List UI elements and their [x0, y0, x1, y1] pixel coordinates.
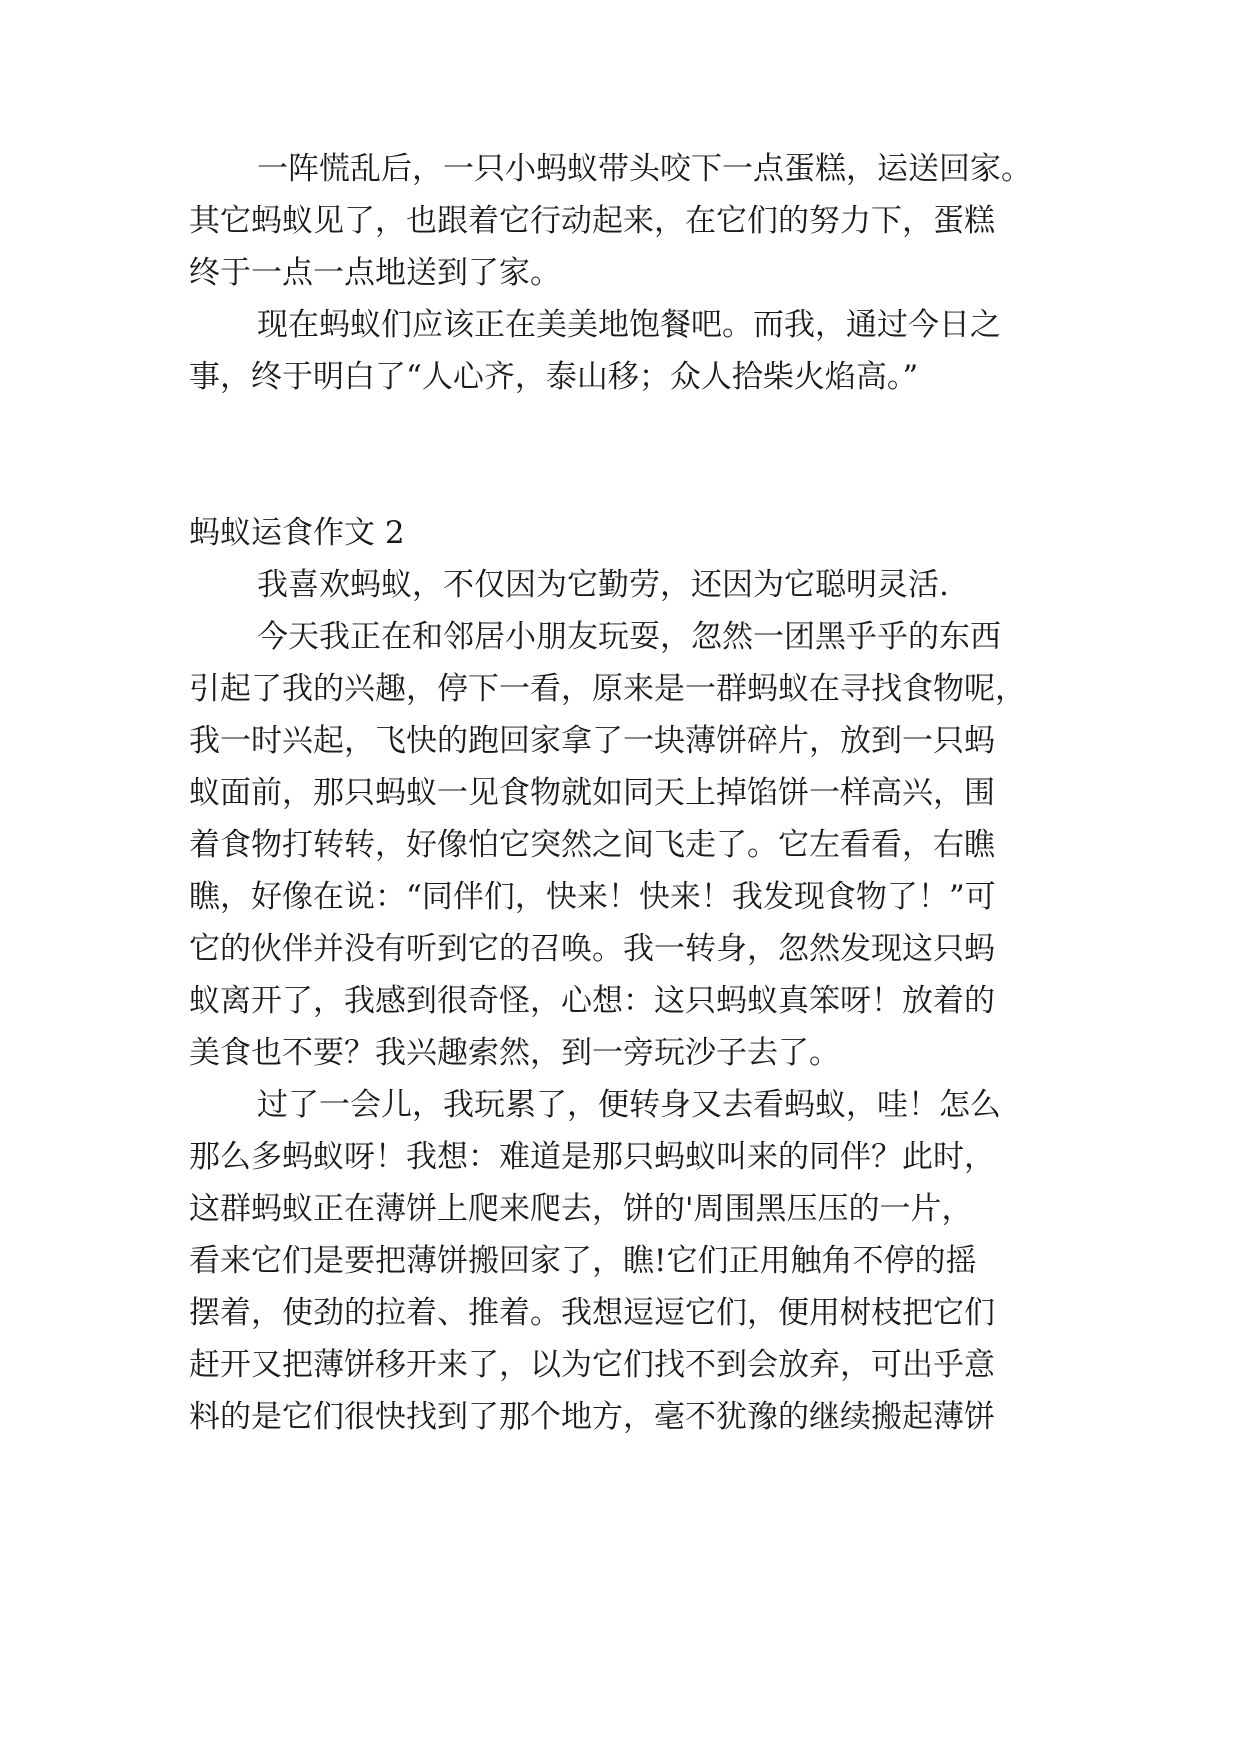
text-line: 着食物打转转，好像怕它突然之间飞走了。它左看看，右瞧 — [189, 827, 995, 863]
text-line: 过了一会儿，我玩累了，便转身又去看蚂蚁，哇！怎么 — [257, 1087, 1001, 1123]
text-line: 料的是它们很快找到了那个地方，毫不犹豫的继续搬起薄饼 — [189, 1399, 995, 1435]
text-line: 它的伙伴并没有听到它的召唤。我一转身，忽然发现这只蚂 — [189, 931, 995, 967]
text-line: 那么多蚂蚁呀！我想：难道是那只蚂蚁叫来的同伴？此时， — [189, 1139, 995, 1175]
text-line: 现在蚂蚁们应该正在美美地饱餐吧。而我，通过今日之 — [257, 307, 1001, 343]
text-line: 瞧，好像在说：“同伴们，快来！快来！我发现食物了！”可 — [189, 879, 996, 915]
text-line: 看来它们是要把薄饼搬回家了，瞧!它们正用触角不停的摇 — [189, 1243, 977, 1279]
section-heading: 蚂蚁运食作文 2 — [189, 515, 405, 551]
text-line: 美食也不要？我兴趣索然，到一旁玩沙子去了。 — [189, 1035, 840, 1071]
text-line: 事，终于明白了“人心齐，泰山移；众人拾柴火焰高。” — [189, 359, 919, 395]
text-line: 一阵慌乱后，一只小蚂蚁带头咬下一点蛋糕，运送回家。 — [257, 151, 1032, 187]
text-line: 这群蚂蚁正在薄饼上爬来爬去，饼的'周围黑压压的一片， — [189, 1191, 973, 1227]
text-line: 今天我正在和邻居小朋友玩耍，忽然一团黑乎乎的东西 — [257, 619, 1001, 655]
text-line: 赶开又把薄饼移开来了，以为它们找不到会放弃，可出乎意 — [189, 1347, 995, 1383]
text-line: 蚁离开了，我感到很奇怪，心想：这只蚂蚁真笨呀！放着的 — [189, 983, 995, 1019]
text-line: 我一时兴起，飞快的跑回家拿了一块薄饼碎片，放到一只蚂 — [189, 723, 995, 759]
text-line: 终于一点一点地送到了家。 — [189, 255, 561, 291]
text-line: 引起了我的兴趣，停下一看，原来是一群蚂蚁在寻找食物呢， — [189, 671, 1026, 707]
text-line: 其它蚂蚁见了，也跟着它行动起来，在它们的努力下，蛋糕 — [189, 203, 995, 239]
text-line: 我喜欢蚂蚁，不仅因为它勤劳，还因为它聪明灵活. — [257, 567, 949, 603]
text-line: 蚁面前，那只蚂蚁一见食物就如同天上掉馅饼一样高兴，围 — [189, 775, 995, 811]
text-line: 摆着，使劲的拉着、推着。我想逗逗它们，便用树枝把它们 — [189, 1295, 995, 1331]
